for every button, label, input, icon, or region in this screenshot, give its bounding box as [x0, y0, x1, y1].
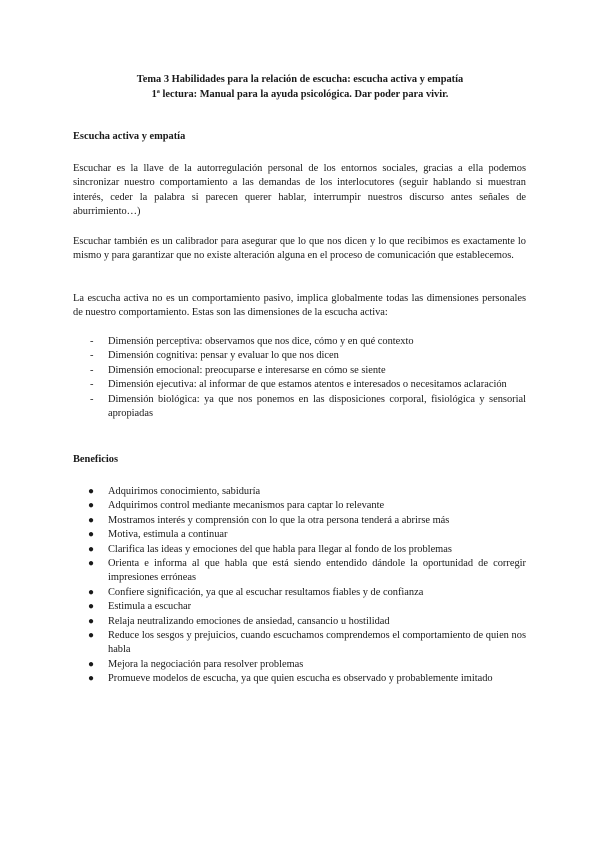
section-heading-beneficios: Beneficios [73, 454, 119, 465]
section-heading-escucha: Escucha activa y empatía [73, 131, 186, 142]
dash-marker: - [90, 393, 94, 405]
title-line-2: 1ª lectura: Manual para la ayuda psicológica. Dar poder para vivir. [151, 89, 449, 100]
list-item: ● Mejora la negociación para resolver problemas [73, 658, 526, 672]
bullet-icon: ● [88, 586, 95, 598]
bullet-icon: ● [88, 658, 95, 670]
list-item: ● Mostramos interés y comprensión con lo que la otra persona tenderá a abrirse más [73, 514, 526, 528]
bullet-icon: ● [88, 514, 95, 526]
bullet-icon: ● [88, 630, 95, 642]
list-item: ● Estimula a escuchar [73, 600, 526, 614]
document-title [0, 72, 600, 102]
bullet-icon: ● [88, 615, 95, 627]
bullet-icon: ● [88, 558, 95, 570]
bullet-icon: ● [88, 543, 95, 555]
list-item: - Dimensión ejecutiva: al informar de que estamos atentos e interesados o necesitamos aclaración [73, 378, 526, 392]
dash-marker: - [90, 350, 94, 362]
bullet-icon: ● [88, 601, 95, 613]
bullet-icon: ● [88, 486, 95, 497]
list-item: ● Clarifica las ideas y emociones del que habla para llegar al fondo de los problemas [73, 543, 526, 557]
list-item: ● Confiere significación, ya que al escuchar resultamos fiables y de confianza [73, 586, 526, 600]
list-item: - Dimensión perceptiva: observamos que nos dice, cómo y en qué contexto [73, 335, 526, 349]
list-item: ● Adquirimos conocimiento, sabiduría [73, 485, 526, 499]
dash-marker: - [90, 336, 94, 347]
list-item: ● Motiva, estimula a continuar [73, 528, 526, 542]
list-item: ● Reduce los sesgos y prejuicios, cuando escuchamos comprendemos el comportamiento de quien nos habla [88, 630, 526, 656]
list-item: ● Adquirimos control mediante mecanismos para captar lo relevante [73, 499, 526, 513]
paragraph-escucha-activa: La escucha activa no es un comportamiento pasivo, implica globalmente todas las dimensiones personales de nuestro comportamiento. Estas son las dimensiones de la escucha activa: [73, 293, 526, 319]
title-line-1: Tema 3 Habilidades para la relación de escucha: escucha activa y empatía [136, 74, 464, 85]
dash-marker: - [90, 379, 94, 391]
dash-marker: - [90, 364, 94, 376]
dimensions-list [73, 335, 526, 421]
bullet-icon: ● [88, 500, 95, 512]
bullet-icon: ● [88, 529, 95, 541]
benefits-list [73, 485, 526, 687]
bullet-icon: ● [88, 673, 95, 685]
list-item: - Dimensión biológica: ya que nos ponemos en las disposiciones corporal, fisiológica y sensorial apropiadas [90, 393, 526, 420]
list-item: - Dimensión emocional: preocuparse e interesarse en cómo se siente [73, 364, 526, 378]
list-item: ● Relaja neutralizando emociones de ansiedad, cansancio u hostilidad [73, 615, 526, 629]
list-item: - Dimensión cognitiva: pensar y evaluar lo que nos dicen [73, 349, 526, 363]
list-item: ● Orienta e informa al que habla que está siendo entendido dándole la oportunidad de corregir impresiones erróneas [88, 558, 526, 584]
paragraph-escuchar-llave: Escuchar es la llave de la autorregulación personal de los entornos sociales, gracias a ella podemos sincronizar nuestro comportamiento a las demandas de los interlocutores (seguir hablando si muestran interés, ceder la palabra si parecen querer hablar, interrumpir nuestros discurso antes señales de aburrimiento…) [73, 163, 526, 218]
paragraph-calibrador: Escuchar también es un calibrador para asegurar que lo que nos dicen y lo que recibimos es exactamente lo mismo y para garantizar que no existe alteración alguna en el proceso de comunicación que establecemos. [73, 236, 526, 262]
list-item: ● Promueve modelos de escucha, ya que quien escucha es observado y probablemente imitado [73, 672, 526, 686]
